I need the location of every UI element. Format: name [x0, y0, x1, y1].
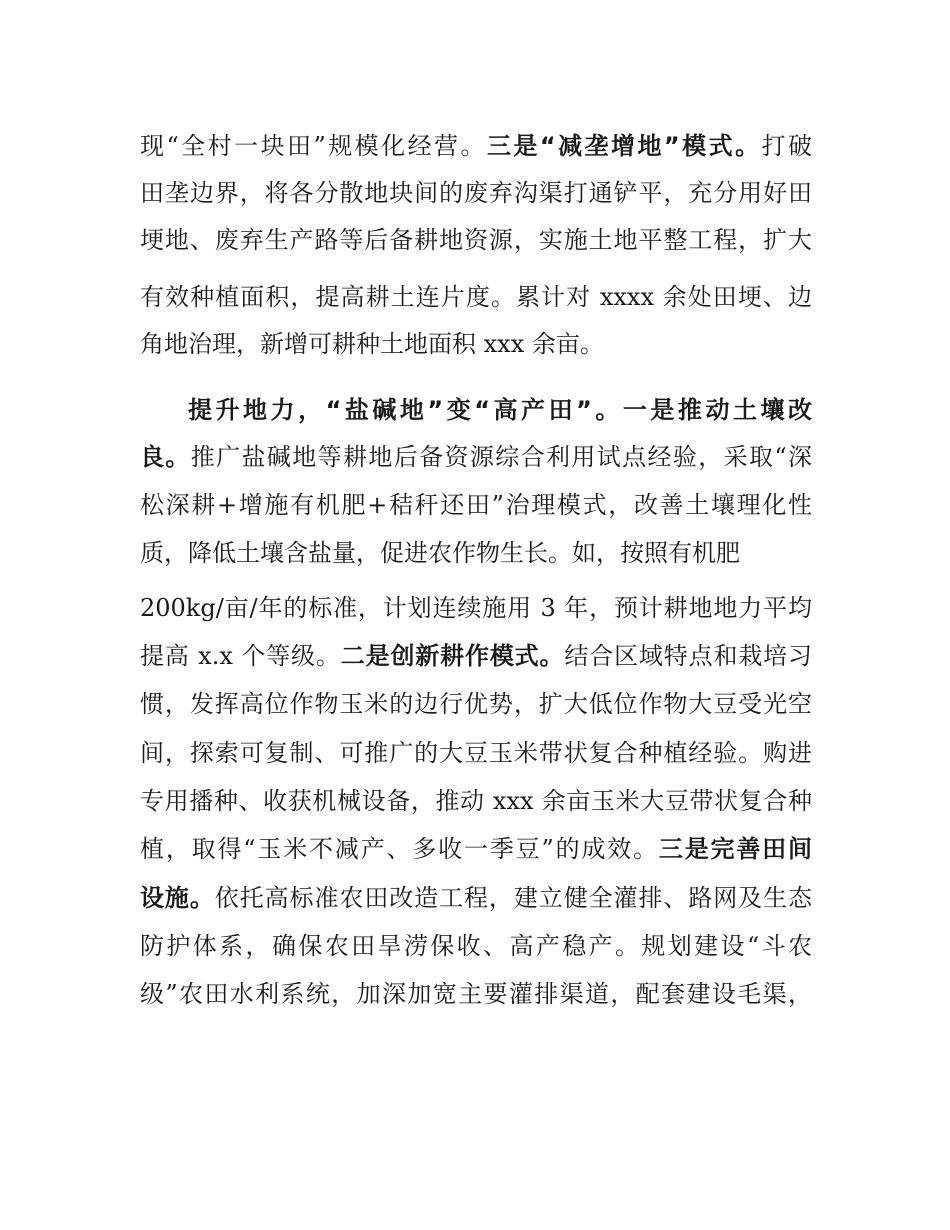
- text-line: [140, 883, 812, 913]
- text-run: 埂地、废弃生产路等后备耕地资源，实施土地平整工程，扩大: [140, 226, 812, 254]
- bold-heading-run: 良。: [140, 443, 191, 471]
- text-run: 专用播种、收获机械设备，推动 xxx 余亩玉米大豆带状复合种: [140, 787, 812, 815]
- text-run: 角地治理，新增可耕种土地面积 xxx 余亩。: [140, 330, 604, 358]
- text-run: 级”农田水利系统，加深加宽主要灌排渠道，配套建设毛渠，: [140, 980, 812, 1008]
- text-line: [140, 786, 812, 816]
- text-line: [140, 282, 812, 312]
- text-run: 田垄边界，将各分散地块间的废弃沟渠打通铲平，充分用好田: [140, 179, 812, 207]
- text-line: [140, 979, 812, 1009]
- text-line: [140, 178, 812, 208]
- bold-heading-run: 三是“减垄增地”模式。: [486, 132, 762, 160]
- text-line: [140, 641, 812, 671]
- text-line: [140, 442, 812, 472]
- text-run: 间，探索可复制、可推广的大豆玉米带状复合种植经验。购进: [140, 739, 812, 767]
- text-line: [140, 225, 812, 255]
- text-run: 惯，发挥高位作物玉米的边行优势，扩大低位作物大豆受光空: [140, 690, 812, 718]
- text-line: [140, 689, 812, 719]
- text-line: [140, 738, 812, 768]
- text-line: [140, 834, 812, 864]
- text-run: 200kg/亩/年的标准，计划连续施用 3 年，预计耕地地力平均: [140, 594, 812, 622]
- text-run: 推广盐碱地等耕地后备资源综合利用试点经验，采取“深: [190, 443, 812, 471]
- bold-heading-run: 设施。: [140, 884, 215, 912]
- text-line: [140, 490, 812, 520]
- text-line: [140, 329, 812, 359]
- text-run: 结合区域特点和栽培习: [564, 642, 813, 670]
- text-run: 提高 x.x 个等级。: [140, 642, 341, 670]
- bold-heading-run: 二是创新耕作模式。: [340, 642, 565, 670]
- text-line: [140, 593, 812, 623]
- text-line: [140, 538, 812, 568]
- text-run: 防护体系，确保农田旱涝保收、高产稳产。规划建设“斗农: [140, 932, 812, 960]
- text-run: 松深耕+增施有机肥+秸秆还田”治理模式，改善土壤理化性: [140, 491, 812, 519]
- text-run: 质，降低土壤含盐量，促进农作物生长。如，按照有机肥: [140, 539, 740, 567]
- text-line: [188, 395, 812, 425]
- text-run: 打破: [761, 132, 813, 160]
- text-line: [140, 131, 812, 161]
- text-run: 依托高标准农田改造工程，建立健全灌排、路网及生态: [214, 884, 813, 912]
- text-run: 植，取得“玉米不减产、多收一季豆”的成效。: [140, 835, 659, 863]
- text-run: 有效种植面积，提高耕土连片度。累计对 xxxx 余处田埂、边: [140, 283, 812, 311]
- text-run: 现“全村一块田”规模化经营。: [140, 132, 487, 160]
- bold-heading-run: 提升地力，“盐碱地”变“高产田”。一是推动土壤改: [188, 396, 812, 424]
- text-line: [140, 931, 812, 961]
- bold-heading-run: 三是完善田间: [658, 835, 813, 863]
